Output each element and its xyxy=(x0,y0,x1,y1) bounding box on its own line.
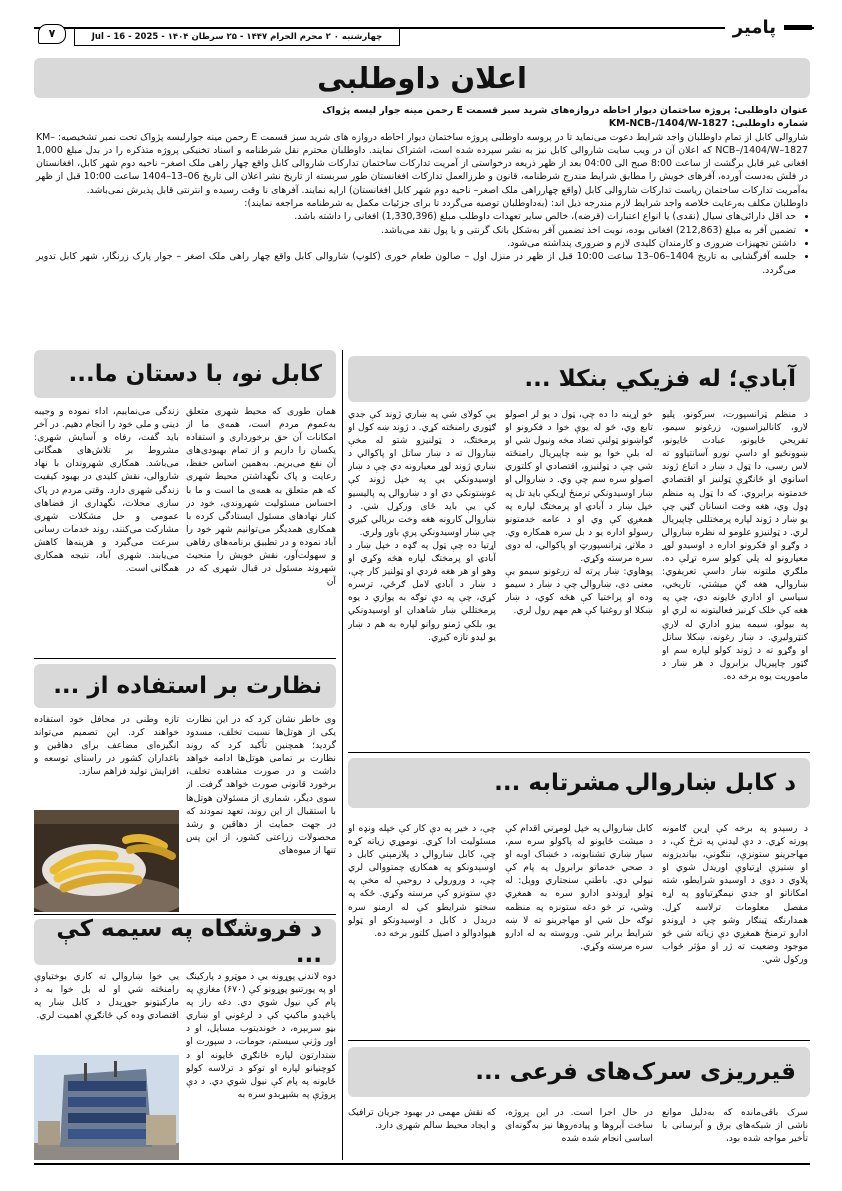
article-title-cooperation: د کابل ښاروالۍ مشرتابه ... xyxy=(348,758,810,808)
article-text: خو اړینه دا ده چې، ټول د یو لر اصولو تابع وي، څو له یوې خوا د فکرونو او ګواښونو ټولنې تضاد مخه ونیول شي او له بلې خوا یو ښه چاپیریال رامنځته شي چې د ټولنيزو، اقتصادي او کلتوري اصولو سره سم چې وي. د ښاروالۍ او ښار اوسیدونکي ترمنځ اړیکې باید تل په خپل ښار د آبادۍ او پرمختګ لپاره په همغږۍ کې وي او د عامه خدمتونو رسولو اداره یو د بل سره همکاره وي. د ملاتړ، ټرانسپورټ او پاکوالي، له دوی سره مرسته وکړي. xyxy=(505,409,653,565)
article-title-supervision: نظارت بر استفاده از ... xyxy=(34,664,336,708)
bananas-image xyxy=(34,810,179,912)
notice-number: شماره داوطلبی: KM-NCB-/1404/W-1827 xyxy=(608,118,808,130)
article-text: وی خاطر نشان کرد که در این نظارت یکی از هوتل‌ها نسبت تخلف، مسدود گردید؛ همچنین تأکید کرد که روند نظارت بر تمامی هوتل‌ها ادامه خواهد داشت و در صورت مشاهده تخلف، برخورد قانونی صورت خواهد گرفت. از سوی دیگر، شماری از مسئولان هوتل‌ها با استقبال از این روند، تعهد نمودند که در جهت حمایت از دهاقین و رشد محصولات زراعتی کشور، از این پس تنها از میوه‌های xyxy=(186,714,336,856)
article-text: پوهاوي: ښار پرته له زرغونو سیمو بې معنی دی، ښاروالۍ چې د ښار د سیمو وده او پراختیا کې هڅه کوي، د ښار ښکلا او روغتیا کې هم مهم رول لري. xyxy=(505,566,653,617)
notice-condition: • تضمین آفر به مبلغ (212,863) افغانی بوده، نوبت اخذ تضمین آفر به‌شکل بانک گرنتی و یا پول نقد می‌باشد. xyxy=(36,224,796,237)
article-supervision-col-2 xyxy=(34,713,179,808)
article-kabul-new-col-1 xyxy=(186,405,336,655)
article-store-col-1 xyxy=(186,970,336,1160)
notice-body xyxy=(36,104,808,277)
article-text: چې، د خیر په دې کار کې خپله ونډه او مسئولیت ادا کړي. نوموړي زیاته کړه چې، کابل ښاروالۍ د پلازمېنې کابل د اوسېدونکو په همکارۍ چمتووالی لري چې، د ورورولۍ د روحیې له مخې په دې ستونزو کې مرسته وکړي. ځکه په سختو شرایطو کې له ارمنو سره درېدل د کابل د اوسېدونکو او ټولو هېوادوالو د اصیل کلتور برخه ده. xyxy=(348,823,496,939)
article-text: زندگی می‌نماییم، اداء نموده و وجیبه دینی و ملی خود را انجام دهیم. در آخر باید گفت، رفاه و آسایش شهری: مشروط بر تلاش‌های همگانی می‌باشد. همکاری شهروندان با نهاد شاروالی، نقش کلیدی در بهبود کیفیت زندگی شهری دارد. وقتی مردم در پاک سازی محلات، نگهداری از فضاهای عمومی و حل مشکلات شهری مشارکت می‌کنند، روند خدمات رسانی سرعت می‌گیرد و هزینه‌ها کاهش می‌یابند. شهری آباد، نتیجه همکاری همگانی است. xyxy=(34,406,179,575)
page-number: ۷ xyxy=(38,24,66,44)
date-line: چهارشنبه ۰ ۲ محرم الحرام ۱۴۴۷ - ۲۵ سرطان ۱۴۰۴ - Jul - 16 - 2025 xyxy=(74,28,400,46)
article-text: که نقش مهمی در بهبود جریان ترافیک و ایجاد محیط سالم شهری دارد. xyxy=(348,1107,496,1132)
article-abadi-col-1 xyxy=(662,408,808,748)
article-gravel-col-2 xyxy=(505,1106,653,1158)
article-cooperation-col-3 xyxy=(348,822,496,1034)
article-text: یې خوا ښاروالۍ ته کاري بوختیاوې رامنځته شي او له بل خوا به د مارکیټونو جوړېدل د کابل ښار په اقتصادي وده کې ځانګړې اهمیت لري. xyxy=(34,971,179,1022)
notice-condition: • جلسه آفرگشایی به تاریخ 1404–06–13 ساعت 10:00 قبل از ظهر در منزل اول – صالون طعام خوری (کلوپ) شاروالی کابل واقع چهار راهی ملک اصغر – جوار پارک زرنگار، شهر کابل تدویر می‌گردد. xyxy=(36,250,796,277)
article-text: سرک باقی‌مانده که به‌دلیل موانع ناشی از شبکه‌های برق و آبرسانی با تأخیر مواجه شده بود، xyxy=(662,1107,808,1145)
article-text: یې کولای شي په ښاري ژوند کې جدي ګټوري رامنځته کړي. د ژوند ښه کول او پرمختګ، د ټولنیزو شتو له مخې ښاروال ته د ښار ساتل او پاکوالي د ښاري ژوند لوړ معیارونه دي چې د ښار اوسیدونکي یې په خپل ژوند کې غوښتونکي دي او د ښاروالۍ په پالیسیو کې یې باید ځای ورکړل شي. د ښاروالۍ کارونه هغه وخت بریالي کیږي چې ښار اوسیدونکي پرې باور ولري. xyxy=(348,409,496,538)
article-supervision-col-1 xyxy=(186,713,336,903)
article-text: کابل ښاروالۍ په خپل لومړني اقدام کې د میشت ځایونو له پاکولو سره سم، سیار ښاري تشنابونه، د څښاک اوبه او د صحي خدماتو برابرول په پام کې نیولي دي. باطنې سنجتاري وویل: له ټولو اړوندو ادارو سره به همغږي وشي، تر څو دغه ستونزه په منظمه توګه حل شي او مهاجرینو ته لا ښه شرایط برابر شي. وروسته به له ادارو سره مرسته وکړي. xyxy=(505,823,653,952)
article-text: تازه وطنی در محافل خود استفاده خواهند کرد. این تصمیم می‌تواند انگیزه‌ای مضاعف برای دهاقین و باغداران کشور در راستای توسعه و افزایش تولید فراهم سازد. xyxy=(34,714,179,778)
brand-bar xyxy=(784,25,812,30)
notice-text: شاروالی کابل از تمام داوطلبان واجد شرایط دعوت می‌نماید تا در پروسه داوطلبی پروژه ساختمان دیوار احاطه دروازه های شرید سبز قسمت E رحمن مینه جوارلیسه پژواک تحت نمبر تشخیصیه: KM–NCB–/1404/W–1827 که اعلان آن در ویب سایت شاروالی کابل نیز به نشر سپرده شده است، اشتراک نمایند. داوطلبان محترم نقل شرطنامه و اسناد تخنیکی پروژه متذکره را در بدل مبلغ 1,000 افغانی غیر قابل برگشت از ساعت 8:00 صبح الی 04:00 بعد از ظهر ذریعه درخواستی از آمریت تدارکات ساختمان تدارکات شاروالی کابل واقع چهار راهی ملک اصغر– ناحیه دوم شهر کابل، افغانستان در فلش به‌دست آورده، آفرهای خویش را مطابق شرایط مندرج شرطنامه، قانون و طرزالعمل تدارکات افغانستان طور سربسته از تاریخ نشر اعلان الی تاریخ 06–13–1404 ساعت 10:00 قبل از ظهر به‌آمریت تدارکات ساختمان ریاست تدارکات شاروالی کابل (واقع چهارراهی ملک اصغر– ناحیه دوم شهر کابل افغانستان) ارایه نمایند. آفرهای نا وقت رسیده و انترنتی قابل پذیرش نمی‌باشد. xyxy=(36,131,808,196)
article-text: د رسېدو په برخه کې اړین ګامونه پورته کړي. د دې لیدنې په ترڅ کې، د مهاجرینو ستونزې، ننګونې، بیاندیزونه او ښتیزې اړتیاوې اوریدل شوي او پلاوي د دوی د اوسیدو شرایطو، شته امکاناتو او جدي نیمګړتیاوو په اړه مفصل معلومات ترلاسه کړل. همدارنګه ټینګار وشو چې د اړوندو ادارو ترمنځ همغږي دې زیاته شي څو موجود وضعیت ته ژر او مؤثر ځواب ورکول شي. xyxy=(662,823,808,965)
article-title-kabul-new: کابل نو، با دستان ما... xyxy=(34,350,336,398)
article-abadi-col-3 xyxy=(348,408,496,748)
article-text: در حال اجرا است. در این پروژه، ساخت آبروها و پیاده‌روها نیز به‌گونه‌ای اساسی انجام شده شده xyxy=(505,1107,653,1145)
notice-conditions xyxy=(36,210,808,276)
article-text: د منظم ټرانسپورت، سرکونو، پلیو لارو، کانالیزاسیون، زرغونو سیمو، تفریحي ځایونو، عبادت ځایونو، ښوونځیو او داسې نورو آسانتیاوو ته لاس رسی، دا ټول د ښار د اتباع ژوند اسانوي او ځانګړې ټولنيز او اقتصادي خدمتونه برابروي. که دا ټول په منظم ډول وي، هغه وخت انسانان ګڼي چې یو ښار د ژوند لپاره پرمختللی چاپيریال لري. د ټولنيزو علومو له نظره ښاروالۍ د وګړو او فکرونو اداره د اوسیدو لوړ معیارونو له پلي کولو سره تړلې ده. ملګري ملتونه ښار داسې تعریفوي: ښاروالۍ، هغه ګڼ میشتي، تاریخي، سیاسي او اداري ځایونه دي، چې په هغه کې خلک کړنیز فعالیتونه نه لري او په بيولو، سیمه ییزو اداري له لارې کنټرولیږي. د ښار رغونه، ښکلا ساتل او وګړو ته د ژوند کولو لپاره سم او ګټور چاپيریال برابرول د هر ښار د ماموریت یوه برخه ده. xyxy=(662,409,808,682)
publication-name: پامیر xyxy=(725,17,784,38)
article-abadi-col-2 xyxy=(505,408,653,748)
article-cooperation-col-2 xyxy=(505,822,653,1034)
section-divider xyxy=(34,914,336,915)
article-gravel-col-1 xyxy=(662,1106,808,1158)
notice-condition: • حد اقل دارائی‌های سیال (نقدی) یا انواع اعتبارات (قرضه)، خالص سایر تعهدات داوطلب مبلغ (1,330,396) افغانی را داشته باشد. xyxy=(36,210,796,223)
building-photo xyxy=(34,1055,179,1160)
article-text: دوه لاندنۍ پوړونه یې د موټرو د پارکینګ او په پورتنیو پوړونو کې (۶۷۰) مغازې په پام کې نیول شوي دي. دغه راز په پاڅېدو ماکیټ کې د لرغوني او ښاري بڼو سربېره، د خوندیتوب مسایل، او د اور وژنې سیستم، جومات، د سپورت او ښتدارتون لپاره ځانګړي ځایونه او د کوچنیانو لپاره او توکو د ترلاسه کولو ځایونه په پام کې نیول شوي دي. د دې پروژې په بشپړېدو سره به xyxy=(186,971,336,1100)
notice-subject: عنوان داوطلبی: پروژه ساختمان دیوار احاطه دروازه‌های شرید سبز قسمت E رحمن مینه جوار لیسه پژواک xyxy=(322,105,808,116)
article-title-gravel: قیرریزی سرک‌های فرعی ... xyxy=(348,1047,810,1097)
article-gravel-col-3 xyxy=(348,1106,496,1158)
article-kabul-new-col-2 xyxy=(34,405,179,655)
footer-rule xyxy=(34,1163,810,1165)
bananas-photo xyxy=(34,810,179,912)
article-text: اړتیا ده چې ټول په ګډه د خپل ښار د آبادۍ او پرمختګ لپاره هڅه وکړي او وهو او هر هغه فردي او ټولنيز کار چې، د ښار د آبادۍ لامل ګرځي، ترسره کړي، چې په دې توګه به یوازي د یوه پرمختللي ښار شاهدان او اوسیدونکي یو، بلکې ژمنو روانو لپاره به هم د ښار یو لیدو تازه کیږي. xyxy=(348,539,496,643)
column-divider xyxy=(342,350,343,1160)
notice-condition: • داشتن تجهیزات ضروری و کارمندان کلیدی لازم و ضروری پنداشته می‌شود. xyxy=(36,237,796,250)
article-text: همان طوری که محیط شهری متعلق به‌عموم مردم است، همه‌ی ما از امکانات آن حق برخورداری و استفاده یکسان را داریم و از تمام بهبودی‌های آن نفع می‌بریم. به‌همین اساس حفظ، رعایت و پاک نگهداشتن محیط شهری که هم متعلق به همه‌ی ما است و ما با احساس مسئولیت شهروندی، خود در کنار نهادهای مسئول ایستادگی کرده با همکاری همدیگر می‌توانیم شهر خود را آباد نموده و در تطبیق برنامه‌های رفاهی و سهولت‌آور، نقش خویش را منحیث شهروند مسئول در قبال شهری که در آن xyxy=(186,406,336,588)
section-divider xyxy=(348,752,810,753)
notice-title: اعلان داوطلبی xyxy=(34,58,810,98)
article-store-col-2 xyxy=(34,970,179,1052)
section-divider xyxy=(34,658,336,659)
notice-conditions-intro: داوطلبان مکلف به‌رعایت خلاصه واجد شرایط لازم مندرجه ذیل اند: (به‌داوطلبان توصیه می‌گردد تا برای جزئیات مکمل به شرطنامه مراجعه نمایند): xyxy=(244,198,808,210)
section-divider xyxy=(348,1040,810,1041)
article-title-abadi: آبادي؛ له فزيکي بنکلا ... xyxy=(348,356,810,402)
building-image xyxy=(34,1055,179,1160)
article-title-store: د فروشګاه په سیمه کې ... xyxy=(34,919,336,965)
article-cooperation-col-1 xyxy=(662,822,808,1034)
